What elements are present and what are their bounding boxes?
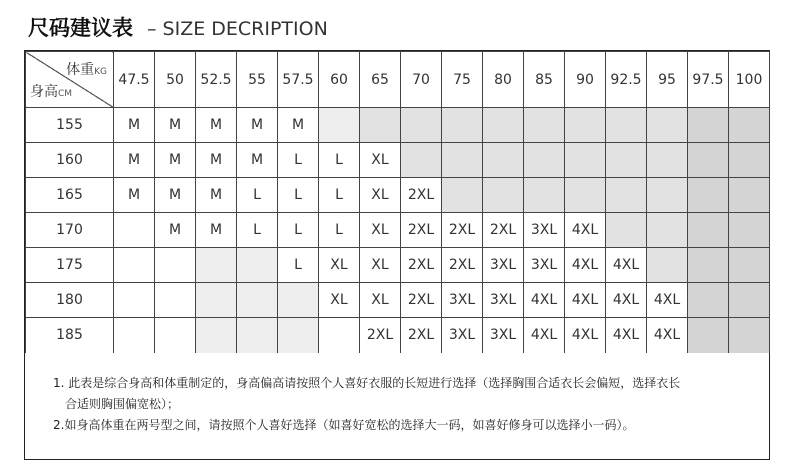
size-cell <box>606 108 647 143</box>
table-row <box>26 248 770 283</box>
size-cell <box>729 318 770 353</box>
size-cell <box>565 143 606 178</box>
size-cell: L <box>237 178 278 213</box>
weight-header-cell: 90 <box>565 52 606 108</box>
size-cell: M <box>114 143 155 178</box>
size-cell <box>524 143 565 178</box>
size-cell: M <box>278 108 319 143</box>
size-cell: L <box>319 178 360 213</box>
size-cell: 3XL <box>524 213 565 248</box>
size-cell <box>729 248 770 283</box>
size-cell <box>155 248 196 283</box>
size-cell: L <box>319 213 360 248</box>
size-cell <box>565 108 606 143</box>
size-cell: XL <box>319 283 360 318</box>
size-cell <box>688 213 729 248</box>
height-cell: 170 <box>26 213 114 248</box>
size-cell <box>483 178 524 213</box>
size-cell <box>524 108 565 143</box>
size-cell <box>729 283 770 318</box>
size-cell <box>237 318 278 353</box>
size-cell <box>319 108 360 143</box>
height-axis-label: 身高CM <box>30 84 73 100</box>
size-cell <box>483 143 524 178</box>
weight-header-cell: 97.5 <box>688 52 729 108</box>
size-cell <box>114 318 155 353</box>
weight-header-cell: 60 <box>319 52 360 108</box>
size-cell: XL <box>360 248 401 283</box>
height-cell: 160 <box>26 143 114 178</box>
height-cell: 175 <box>26 248 114 283</box>
size-cell: 2XL <box>360 318 401 353</box>
size-cell: XL <box>360 213 401 248</box>
size-cell <box>688 318 729 353</box>
size-cell <box>155 283 196 318</box>
size-cell: 3XL <box>442 318 483 353</box>
size-cell <box>606 213 647 248</box>
weight-header-cell: 75 <box>442 52 483 108</box>
note-2: 2.如身高体重在两号型之间，请按照个人喜好选择（如喜好宽松的选择大一码，如喜好修身可以选择小一码）。 <box>53 418 635 432</box>
page-subtitle: – SIZE DECRIPTION <box>147 18 328 40</box>
size-cell: 2XL <box>401 283 442 318</box>
size-cell <box>688 248 729 283</box>
size-cell <box>401 143 442 178</box>
table-corner-header <box>26 52 114 108</box>
size-cell: M <box>237 143 278 178</box>
size-cell: 4XL <box>565 213 606 248</box>
weight-header-cell: 52.5 <box>196 52 237 108</box>
table-row <box>26 143 770 178</box>
size-cell <box>114 213 155 248</box>
note-1: 1. 此表是综合身高和体重制定的，身高偏高请按照个人喜好衣服的长短进行选择（选择胸围合适衣长会偏短，选择衣长 <box>53 376 681 390</box>
weight-header-cell: 95 <box>647 52 688 108</box>
weight-header-row <box>26 52 770 108</box>
size-cell: 4XL <box>606 248 647 283</box>
size-cell: M <box>155 213 196 248</box>
size-cell <box>688 108 729 143</box>
notes-section <box>53 373 743 436</box>
size-cell <box>237 283 278 318</box>
weight-header-cell: 100 <box>729 52 770 108</box>
size-cell: M <box>155 178 196 213</box>
size-cell: 4XL <box>565 318 606 353</box>
size-cell: M <box>155 143 196 178</box>
table-row <box>26 108 770 143</box>
weight-header-cell: 50 <box>155 52 196 108</box>
size-cell: M <box>114 108 155 143</box>
size-cell: M <box>196 213 237 248</box>
height-cell: 165 <box>26 178 114 213</box>
size-cell <box>565 178 606 213</box>
size-table <box>25 51 770 353</box>
size-cell: 4XL <box>524 283 565 318</box>
size-cell <box>729 178 770 213</box>
page-header <box>28 12 328 42</box>
size-cell <box>196 248 237 283</box>
size-cell <box>729 213 770 248</box>
size-cell <box>196 283 237 318</box>
size-cell: 2XL <box>401 248 442 283</box>
size-cell <box>442 178 483 213</box>
weight-header-cell: 80 <box>483 52 524 108</box>
size-cell: L <box>278 143 319 178</box>
size-cell <box>606 178 647 213</box>
size-cell: 4XL <box>606 283 647 318</box>
size-cell <box>483 108 524 143</box>
size-cell <box>401 108 442 143</box>
size-cell <box>647 108 688 143</box>
weight-header-cell: 57.5 <box>278 52 319 108</box>
table-row <box>26 283 770 318</box>
size-cell <box>729 143 770 178</box>
size-cell <box>278 318 319 353</box>
note-1-continued: 合适则胸围偏宽松）； <box>65 397 180 411</box>
size-cell <box>319 318 360 353</box>
weight-header-cell: 55 <box>237 52 278 108</box>
size-cell: 4XL <box>606 318 647 353</box>
size-cell: XL <box>360 143 401 178</box>
size-cell: M <box>155 108 196 143</box>
table-row <box>26 213 770 248</box>
size-cell <box>647 248 688 283</box>
size-cell: XL <box>360 178 401 213</box>
size-cell <box>237 248 278 283</box>
size-cell: M <box>196 143 237 178</box>
size-cell <box>114 248 155 283</box>
size-cell <box>688 143 729 178</box>
height-cell: 180 <box>26 283 114 318</box>
size-cell <box>524 178 565 213</box>
size-cell <box>442 108 483 143</box>
size-chart-frame <box>24 50 770 460</box>
size-cell: 4XL <box>565 248 606 283</box>
weight-header-cell: 85 <box>524 52 565 108</box>
size-cell: XL <box>360 283 401 318</box>
size-cell: L <box>278 213 319 248</box>
size-cell: 4XL <box>524 318 565 353</box>
size-cell: 4XL <box>647 318 688 353</box>
weight-header-cell: 92.5 <box>606 52 647 108</box>
size-cell: L <box>319 143 360 178</box>
size-cell <box>114 283 155 318</box>
size-cell: M <box>196 178 237 213</box>
weight-header-cell: 70 <box>401 52 442 108</box>
weight-axis-label: 体重KG <box>66 62 107 78</box>
size-cell: 2XL <box>401 213 442 248</box>
size-cell <box>688 283 729 318</box>
size-cell: 4XL <box>565 283 606 318</box>
height-cell: 185 <box>26 318 114 353</box>
size-cell: 4XL <box>647 283 688 318</box>
size-cell <box>729 108 770 143</box>
size-cell <box>155 318 196 353</box>
size-cell <box>360 108 401 143</box>
size-cell: 2XL <box>442 248 483 283</box>
size-cell: L <box>237 213 278 248</box>
size-cell: XL <box>319 248 360 283</box>
size-cell: 3XL <box>483 318 524 353</box>
height-cell: 155 <box>26 108 114 143</box>
size-cell: M <box>114 178 155 213</box>
size-cell: 3XL <box>483 248 524 283</box>
size-cell: 2XL <box>401 178 442 213</box>
size-cell: 2XL <box>442 213 483 248</box>
size-cell <box>196 318 237 353</box>
size-cell <box>606 143 647 178</box>
page-title: 尺码建议表 <box>28 16 133 40</box>
size-cell <box>647 213 688 248</box>
size-cell <box>647 178 688 213</box>
size-cell: L <box>278 248 319 283</box>
size-cell: 3XL <box>483 283 524 318</box>
size-cell: 3XL <box>442 283 483 318</box>
size-cell <box>688 178 729 213</box>
size-cell: M <box>196 108 237 143</box>
size-cell: 2XL <box>483 213 524 248</box>
size-cell: L <box>278 178 319 213</box>
size-cell: 3XL <box>524 248 565 283</box>
size-cell: M <box>237 108 278 143</box>
size-cell <box>647 143 688 178</box>
table-row <box>26 318 770 353</box>
weight-header-cell: 47.5 <box>114 52 155 108</box>
weight-header-cell: 65 <box>360 52 401 108</box>
size-cell <box>278 283 319 318</box>
size-cell: 2XL <box>401 318 442 353</box>
size-cell <box>442 143 483 178</box>
table-row <box>26 178 770 213</box>
